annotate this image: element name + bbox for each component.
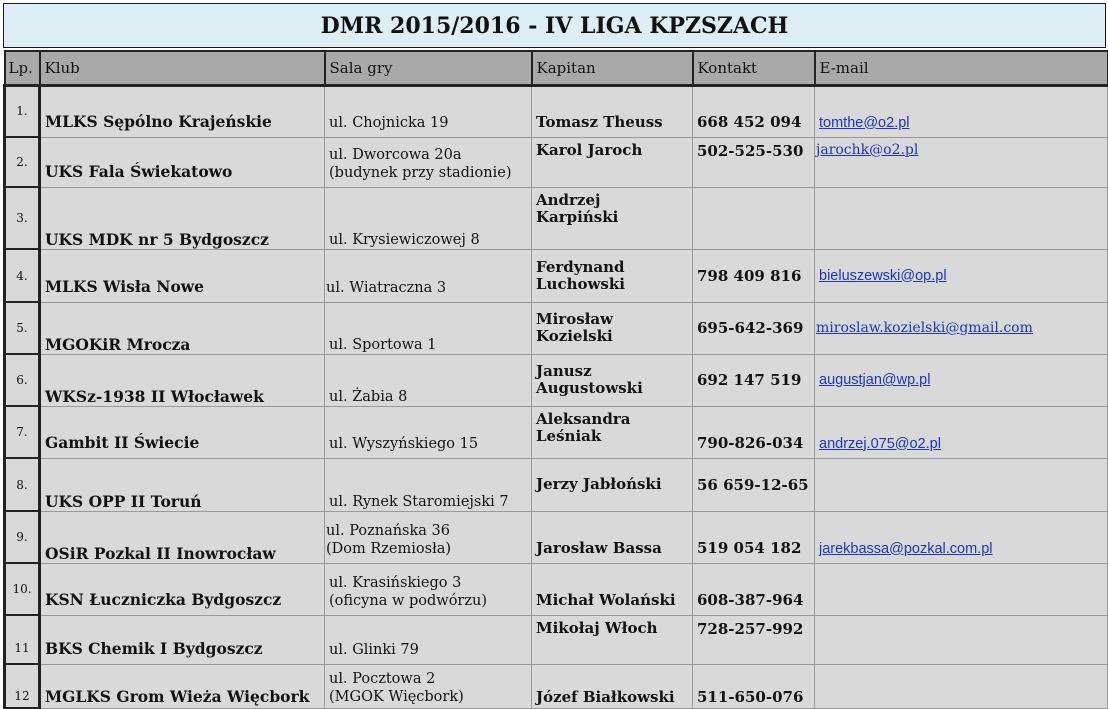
club-cell: Gambit II Świecie xyxy=(40,406,325,458)
contact-cell: 728-257-992 xyxy=(693,615,815,664)
table-row xyxy=(5,406,1108,458)
captain-cell xyxy=(532,187,693,249)
club-cell: KSN Łuczniczka Bydgoszcz xyxy=(40,563,325,615)
table-row xyxy=(5,187,1108,249)
contact-cell: 692 147 519 xyxy=(693,354,815,406)
captain-line-2: Karpiński xyxy=(536,207,619,226)
row-number: 5. xyxy=(5,302,40,354)
table-row xyxy=(5,302,1108,354)
table-row xyxy=(5,664,1108,708)
captain-line: Janusz xyxy=(536,362,592,380)
venue-cell xyxy=(325,511,532,563)
venue-cell: ul. Glinki 79 xyxy=(325,615,532,664)
email-link[interactable]: jarekbassa@pozkal.com.pl xyxy=(819,540,993,557)
contact-cell: 519 054 182 xyxy=(693,511,815,563)
row-number: 7. xyxy=(5,406,40,458)
table-row xyxy=(5,563,1108,615)
table-row xyxy=(5,615,1108,664)
email-cell xyxy=(815,302,1108,354)
team-table xyxy=(3,50,1108,709)
captain-line-2: Luchowski xyxy=(536,274,625,293)
header-email: E-mail xyxy=(815,51,1108,85)
contact-cell: 790-826-034 xyxy=(693,406,815,458)
club-cell: MGLKS Grom Wieża Więcbork xyxy=(40,664,325,708)
table-row xyxy=(5,458,1108,511)
table-row xyxy=(5,85,1108,137)
email-link[interactable]: augustjan@wp.pl xyxy=(819,372,931,388)
email-cell xyxy=(815,511,1108,563)
venue-cell: ul. Wiatraczna 3 xyxy=(325,249,532,302)
row-number: 9. xyxy=(5,511,40,563)
row-number: 3. xyxy=(5,187,40,249)
captain-line-2: Leśniak xyxy=(536,426,602,445)
row-number: 12 xyxy=(5,664,40,708)
captain-line: Aleksandra xyxy=(536,409,631,428)
venue-cell xyxy=(325,563,532,615)
venue-cell: ul. Chojnicka 19 xyxy=(325,85,532,137)
email-cell xyxy=(815,406,1108,458)
club-cell: UKS OPP II Toruń xyxy=(40,458,325,511)
header-kontakt: Kontakt xyxy=(693,51,815,85)
contact-cell xyxy=(693,187,815,249)
email-cell xyxy=(815,249,1108,302)
captain-cell: Jarosław Bassa xyxy=(532,511,693,563)
header-lp: Lp. xyxy=(5,51,40,85)
venue-line: ul. Krasińskiego 3 xyxy=(329,574,462,591)
email-cell xyxy=(815,85,1108,137)
venue-line-2: (budynek przy stadionie) xyxy=(329,164,512,181)
contact-cell: 668 452 094 xyxy=(693,85,815,137)
row-number: 6. xyxy=(5,354,40,406)
email-cell xyxy=(815,354,1108,406)
email-cell xyxy=(815,664,1108,708)
venue-cell xyxy=(325,664,532,708)
captain-cell: Jerzy Jabłoński xyxy=(532,458,693,511)
contact-cell: 56 659-12-65 xyxy=(693,458,815,511)
row-number: 11 xyxy=(5,615,40,664)
captain-cell: Tomasz Theuss xyxy=(532,85,693,137)
venue-cell: ul. Rynek Staromiejski 7 xyxy=(325,458,532,511)
row-number: 10. xyxy=(5,563,40,615)
email-cell xyxy=(815,137,1108,187)
contact-cell: 608-387-964 xyxy=(693,563,815,615)
venue-cell: ul. Krysiewiczowej 8 xyxy=(325,187,532,249)
captain-cell xyxy=(532,249,693,302)
table-row xyxy=(5,137,1108,187)
captain-cell: Karol Jaroch xyxy=(532,137,693,187)
row-number: 1. xyxy=(5,85,40,137)
table-row xyxy=(5,249,1108,302)
captain-cell xyxy=(532,302,693,354)
club-cell: OSiR Pozkal II Inowrocław xyxy=(40,511,325,563)
captain-cell xyxy=(532,406,693,458)
captain-line: Mirosław xyxy=(536,310,614,328)
header-kapitan: Kapitan xyxy=(532,51,693,85)
club-cell: UKS MDK nr 5 Bydgoszcz xyxy=(40,187,325,249)
table-row xyxy=(5,511,1108,563)
venue-line: ul. Pocztowa 2 xyxy=(329,670,436,687)
email-cell xyxy=(815,615,1108,664)
table-row xyxy=(5,354,1108,406)
email-cell xyxy=(815,187,1108,249)
club-cell: MGOKiR Mrocza xyxy=(40,302,325,354)
contact-cell: 511-650-076 xyxy=(693,664,815,708)
email-link[interactable]: jarochk@o2.pl xyxy=(816,141,919,158)
captain-cell: Mikołaj Włoch xyxy=(532,615,693,664)
captain-line-2: Kozielski xyxy=(536,327,613,345)
venue-cell xyxy=(325,137,532,187)
contact-cell: 695-642-369 xyxy=(693,302,815,354)
captain-cell xyxy=(532,354,693,406)
venue-cell: ul. Sportowa 1 xyxy=(325,302,532,354)
email-cell xyxy=(815,458,1108,511)
email-link[interactable]: miroslaw.kozielski@gmail.com xyxy=(816,320,1033,336)
row-number: 2. xyxy=(5,137,40,187)
contact-cell: 502-525-530 xyxy=(693,137,815,187)
club-cell: WKSz-1938 II Włocławek xyxy=(40,354,325,406)
email-link[interactable]: andrzej.075@o2.pl xyxy=(819,435,941,452)
club-cell: MLKS Wisła Nowe xyxy=(40,249,325,302)
row-number: 8. xyxy=(5,458,40,511)
captain-cell: Michał Wolański xyxy=(532,563,693,615)
email-link[interactable]: bieluszewski@op.pl xyxy=(819,267,947,284)
captain-line: Andrzej xyxy=(536,190,601,209)
contact-cell: 798 409 816 xyxy=(693,249,815,302)
venue-cell: ul. Wyszyńskiego 15 xyxy=(325,406,532,458)
venue-line-2: (MGOK Więcbork) xyxy=(329,688,464,705)
venue-cell: ul. Żabia 8 xyxy=(325,354,532,406)
sheet-title: DMR 2015/2016 - IV LIGA KPZSZACH xyxy=(3,3,1106,48)
header-row xyxy=(5,51,1108,85)
club-cell: BKS Chemik I Bydgoszcz xyxy=(40,615,325,664)
club-cell: MLKS Sępólno Krajeńskie xyxy=(40,85,325,137)
venue-line-2: (oficyna w podwórzu) xyxy=(329,592,487,609)
email-link[interactable]: tomthe@o2.pl xyxy=(819,114,910,131)
email-cell xyxy=(815,563,1108,615)
captain-cell: Józef Białkowski xyxy=(532,664,693,708)
row-number: 4. xyxy=(5,249,40,302)
venue-line: ul. Poznańska 36 xyxy=(326,522,450,539)
captain-line-2: Augustowski xyxy=(536,379,643,397)
captain-line: Ferdynand xyxy=(536,257,625,276)
header-klub: Klub xyxy=(40,51,325,85)
header-sala: Sala gry xyxy=(325,51,532,85)
venue-line-2: (Dom Rzemiosła) xyxy=(326,540,452,557)
club-cell: UKS Fala Świekatowo xyxy=(40,137,325,187)
venue-line: ul. Dworcowa 20a xyxy=(329,146,462,163)
